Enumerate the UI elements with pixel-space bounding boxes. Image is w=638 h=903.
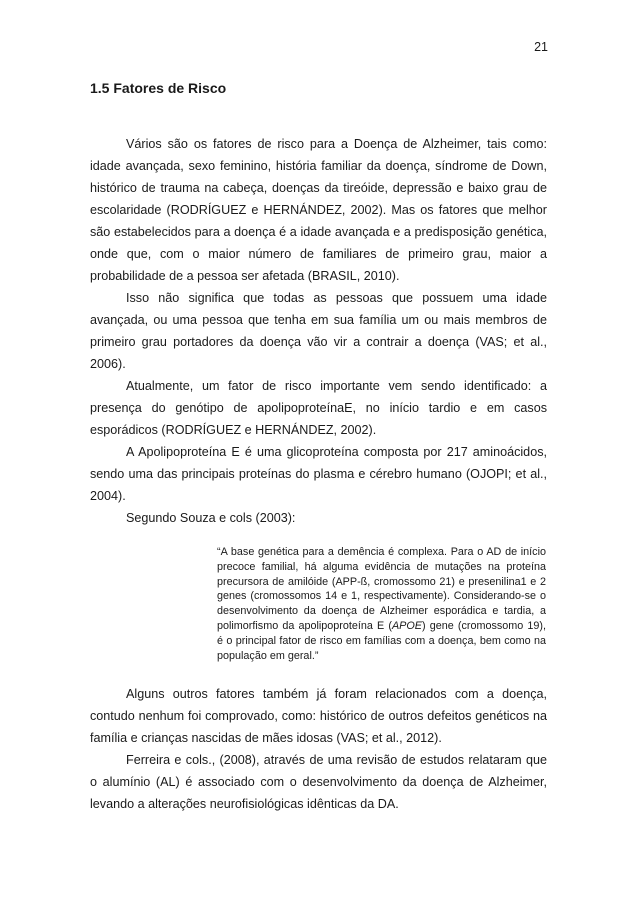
- paragraph-genotype: Atualmente, um fator de risco importante vem sendo identificado: a presença do genótipo de apolipoproteínaE, no início tardio e em casos esporádicos (RODRÍGUEZ e HERNÁNDEZ, 2002).: [90, 379, 547, 437]
- paragraph-quote-intro: Segundo Souza e cols (2003):: [126, 511, 296, 525]
- paragraph-risk-factors: Vários são os fatores de risco para a Doença de Alzheimer, tais como: idade avançada, sexo feminino, história familiar da doença, síndrome de Down, histórico de trauma na cabeça, doenças da tireóide, depressão e baixo grau de escolaridade (RODRÍGUEZ e HERNÁNDEZ, 2002). Mas os fatores que melhor são estabelecidos para a doença é a idade avançada e a predisposição genética, onde que, com o maior número de familiares de primeiro grau, maior a probabilidade de a pessoa ser afetada (BRASIL, 2010).: [90, 137, 547, 283]
- quote-italic-gene: APOE: [391, 619, 422, 632]
- body-text-top: [90, 133, 547, 529]
- block-quote: [217, 545, 546, 663]
- body-text-bottom: [90, 683, 547, 815]
- paragraph-other-factors: Alguns outros fatores também já foram relacionados com a doença, contudo nenhum foi comprovado, como: histórico de outros defeitos genéticos na família e crianças nascidas de mães idosas (VAS; et al., 2012).: [90, 687, 547, 745]
- paragraph-aluminum: Ferreira e cols., (2008), através de uma revisão de estudos relataram que o alumínio (AL) é associado com o desenvolvimento da doença de Alzheimer, levando a alterações neurofisiológicas idênticas da DA.: [90, 753, 547, 811]
- quote-part-2: ) gene (cromossomo 19), é o principal fator de risco em famílias com a doença, bem como na população em geral.”: [217, 619, 546, 662]
- paragraph-not-everyone: Isso não significa que todas as pessoas que possuem uma idade avançada, ou uma pessoa que tenha em sua família um ou mais membros de primeiro grau portadores da doença vão vir a contrair a doença (VAS; et al., 2006).: [90, 291, 547, 371]
- section-title: 1.5 Fatores de Risco: [90, 80, 227, 96]
- quote-part-1: “A base genética para a demência é complexa. Para o AD de início precoce familial, há alguma evidência de mutações na proteína precursora de amilóide (APP-ß, cromossomo 21) e presenilina1 e 2 genes (cromossomos 14 e 1, respectivamente). Considerando-se o desenvolvimento da doença de Alzheimer esporádica e tardia, a polimorfismo da apolipoproteína E (: [217, 546, 546, 632]
- page-number: 21: [534, 40, 548, 54]
- paragraph-apolipoprotein: A Apolipoproteína E é uma glicoproteína composta por 217 aminoácidos, sendo uma das principais proteínas do plasma e cérebro humano (OJOPI; et al., 2004).: [90, 445, 547, 503]
